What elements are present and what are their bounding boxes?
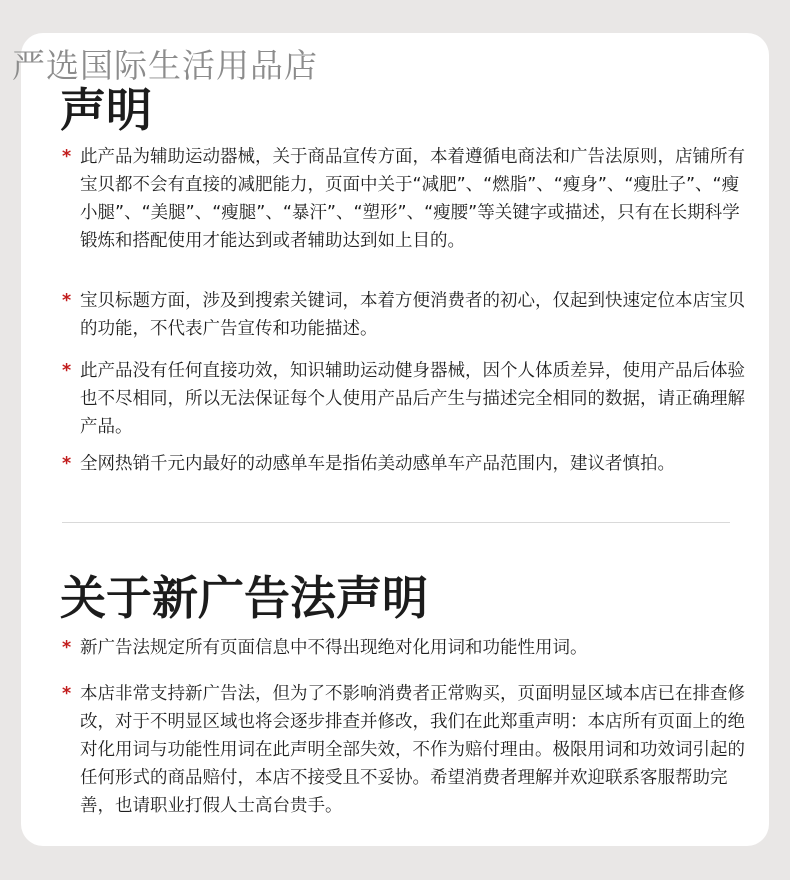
declaration-item (62, 143, 756, 255)
declaration-item-text: 宝贝标题方面，涉及到搜索关键词，本着方便消费者的初心，仅起到快速定位本店宝贝的功能，不代表广告宣传和功能描述。 (80, 291, 745, 339)
bullet-star-icon: * (62, 147, 72, 167)
bullet-star-icon: * (62, 454, 72, 474)
declaration-item-text: 此产品没有任何直接功效，知识辅助运动健身器械，因个人体质差异，使用产品后体验也不尽相同，所以无法保证每个人使用产品后产生与描述完全相同的数据，请正确理解产品。 (80, 361, 745, 437)
declaration-item-text: 全网热销千元内最好的动感单车是指佑美动感单车产品范围内，建议者慎拍。 (80, 454, 675, 474)
bullet-star-icon: * (62, 361, 72, 381)
declaration-item (62, 357, 756, 441)
store-watermark: 严选国际生活用品店 (12, 46, 318, 85)
declaration-title: 声明 (60, 83, 152, 137)
declaration-item (62, 287, 756, 343)
section-divider (62, 522, 730, 523)
ad-law-item (62, 634, 756, 662)
ad-law-title: 关于新广告法声明 (60, 571, 428, 625)
ad-law-item (62, 680, 756, 820)
bullet-star-icon: * (62, 638, 72, 658)
bullet-star-icon: * (62, 291, 72, 311)
bullet-star-icon: * (62, 684, 72, 704)
ad-law-item-text: 新广告法规定所有页面信息中不得出现绝对化用词和功能性用词。 (80, 638, 588, 658)
declaration-item (62, 450, 756, 478)
declaration-item-text: 此产品为辅助运动器械，关于商品宣传方面，本着遵循电商法和广告法原则，店铺所有宝贝都不会有直接的减肥能力，页面中关于“减肥”、“燃脂”、“瘦身”、“瘦肚子”、“瘦小腿”、“美腿”、“瘦腿”、“暴汗”、“塑形”、“瘦腰”等关键字或描述，只有在长期科学锻炼和搭配使用才能达到或者辅助达到如上目的。 (80, 147, 745, 251)
ad-law-item-text: 本店非常支持新广告法，但为了不影响消费者正常购买，页面明显区域本店已在排查修改，对于不明显区域也将会逐步排查并修改，我们在此郑重声明：本店所有页面上的绝对化用词与功能性用词在此声明全部失效，不作为赔付理由。极限用词和功效词引起的任何形式的商品赔付，本店不接受且不妥协。希望消费者理解并欢迎联系客服帮助完善，也请职业打假人士高台贵手。 (80, 684, 745, 816)
